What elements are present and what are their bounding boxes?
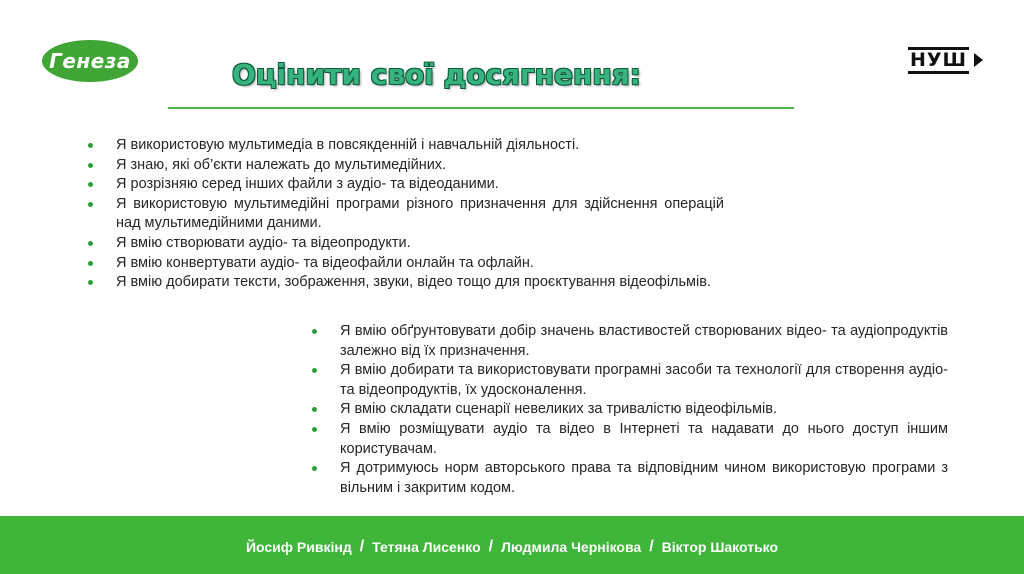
list-item-text: Я розрізняю серед інших файли з аудіо- та відеоданими. — [116, 176, 499, 193]
list-item-text: Я вмію складати сценарії невеликих за тривалістю відеофільмів. — [340, 401, 777, 418]
list-item — [308, 361, 948, 400]
list-item-text: Я вмію добирати тексти, зображення, звуки, відео тощо для проєктування відеофільмів. — [116, 274, 711, 291]
authors-line — [246, 538, 778, 556]
list-item — [308, 459, 948, 498]
nush-logo — [908, 44, 983, 76]
list-item — [308, 322, 948, 361]
nush-logo-text: НУШ — [910, 48, 968, 71]
list-item-text: Я вмію конвертувати аудіо- та відеофайли онлайн та офлайн. — [116, 254, 534, 271]
achievements-list-bottom — [308, 322, 948, 498]
slide-title: Оцінити свої досягнення: — [232, 58, 641, 91]
author-separator: / — [359, 538, 365, 555]
bullet-icon — [312, 427, 317, 432]
footer-bar — [0, 516, 1024, 574]
title-underline — [168, 107, 794, 109]
list-item-text: Я знаю, які об’єкти належать до мультимедійних. — [116, 156, 447, 173]
nush-logo-box — [908, 47, 969, 74]
play-arrow-icon — [974, 53, 983, 67]
bullet-icon — [88, 163, 93, 168]
list-item-text: Я використовую мультимедійні програми різного призначення для здійснення операцій над мультимедійними даними. — [116, 195, 724, 232]
bullet-icon — [88, 280, 93, 285]
list-item-text: Я вмію розміщувати аудіо та відео в Інтернеті та надавати до нього доступ іншим користувачам. — [340, 420, 948, 457]
bullet-icon — [88, 202, 93, 207]
bullet-icon — [88, 261, 93, 266]
bullet-icon — [88, 182, 93, 187]
geneza-logo — [42, 40, 138, 82]
list-item — [84, 175, 724, 195]
list-item-text: Я вмію обґрунтовувати добір значень властивостей створюваних відео- та аудіопродуктів залежно від їх призначення. — [340, 323, 948, 359]
list-item-text: Я вмію добирати та використовувати програмні засоби та технології для створення аудіо- та відеопродуктів, їх удосконалення. — [340, 362, 948, 398]
bullet-icon — [312, 407, 317, 412]
bullet-icon — [88, 241, 93, 246]
author-separator: / — [649, 538, 654, 555]
list-item — [84, 273, 724, 293]
list-item — [84, 234, 724, 254]
achievements-list-top — [84, 136, 724, 293]
geneza-logo-text: Генеза — [49, 49, 131, 73]
list-item — [84, 254, 724, 274]
author-separator: / — [488, 538, 494, 555]
author-name: Тетяна Лисенко — [372, 539, 481, 555]
author-name: Віктор Шакотько — [661, 539, 779, 555]
list-item — [84, 156, 724, 176]
author-name: Йосиф Ривкінд — [245, 539, 352, 555]
list-item-text: Я вмію створювати аудіо- та відеопродукти. — [116, 234, 411, 251]
bullet-icon — [312, 466, 317, 471]
author-name: Людмила Чернікова — [501, 539, 642, 555]
list-item — [308, 400, 948, 420]
bullet-icon — [312, 368, 317, 373]
list-item — [84, 136, 724, 156]
list-item — [84, 195, 724, 234]
bullet-icon — [88, 143, 93, 148]
list-item — [308, 420, 948, 459]
bullet-icon — [312, 329, 317, 334]
list-item-text: Я дотримуюсь норм авторського права та відповідним чином використовую програми з вільним і закритим кодом. — [340, 460, 948, 496]
list-item-text: Я використовую мультимедіа в повсякденній і навчальній діяльності. — [116, 137, 580, 153]
